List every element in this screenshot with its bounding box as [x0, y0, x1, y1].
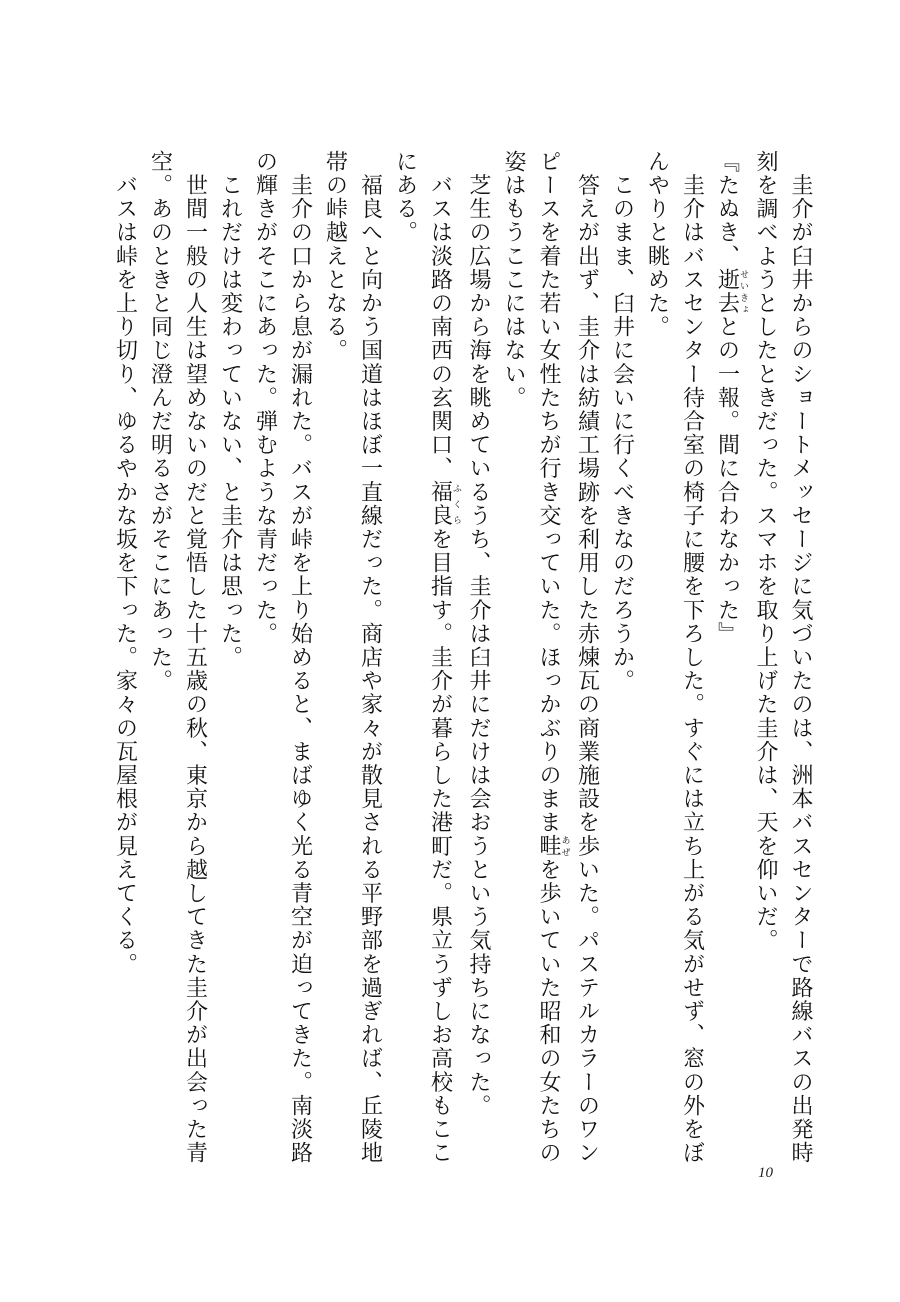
ruby-reading: あぜ	[559, 834, 570, 858]
text-segment: 答えが出ず、圭介は紡績工場跡を利用した赤煉瓦の商業施設を歩いた。パステルカラーのワン	[574, 150, 600, 1165]
text-line	[213, 150, 248, 940]
text-line	[248, 150, 283, 940]
text-segment: これだけは変わっていない、と圭介は思った。	[217, 150, 243, 670]
text-segment: 空。あのときと同じ澄んだ明るさがそこにあった。	[147, 150, 173, 693]
text-line	[461, 150, 496, 1118]
ruby-annotation	[427, 480, 461, 528]
ruby-base: 福良	[427, 480, 453, 528]
text-line	[388, 150, 423, 940]
text-line	[675, 150, 710, 1165]
text-segment: 世間一般の人生は望めないのだと覚悟した十五歳の秋、東京から越してきた圭介が出会った青	[182, 150, 208, 1165]
text-segment: 福良へと向かう国道はほぼ一直線だった。商店や家々が散見される平野部を過ぎれば、丘陵地	[357, 150, 383, 1165]
text-line	[178, 150, 213, 1165]
ruby-reading: ふくら	[451, 480, 461, 528]
ruby-base: 逝去	[714, 268, 740, 316]
text-line	[143, 150, 178, 940]
ruby-annotation	[714, 268, 748, 316]
text-segment: 刻を調べようとしたときだった。スマホを取り上げた圭介は、天を仰いだ。	[753, 150, 778, 953]
text-line	[108, 150, 143, 976]
text-segment: との一報。間に合わなかった』	[714, 315, 740, 646]
text-segment: を歩いていた昭和の女たちの	[536, 858, 561, 1165]
text-segment: んやりと眺めた。	[644, 150, 670, 339]
ruby-reading: せいきょ	[738, 268, 748, 316]
text-segment: 『たぬき、	[714, 150, 740, 268]
text-segment: 圭介はバスセンター待合室の椅子に腰を下ろした。すぐには立ち上がる気がせず、窓の外をぼ	[679, 150, 705, 1165]
text-segment: にある。	[392, 150, 418, 245]
text-line	[710, 150, 749, 940]
text-line	[496, 150, 531, 940]
ruby-annotation	[536, 834, 570, 859]
page-number: 10	[758, 1165, 773, 1181]
text-line	[605, 150, 640, 940]
text-segment: を目指す。圭介が暮らした港町だ。県立うずしお高校もここ	[427, 527, 453, 1165]
text-line	[783, 150, 818, 1165]
text-line	[353, 150, 388, 1165]
text-line	[531, 150, 570, 1165]
text-segment: 圭介が臼井からのショートメッセージに気づいたのは、洲本バスセンターで路線バスの出発時	[788, 150, 813, 1165]
body-text	[108, 150, 819, 1165]
text-segment: バスは峠を上り切り、ゆるやかな坂を下った。家々の瓦屋根が見えてくる。	[112, 150, 138, 976]
text-segment: ピースを着た若い女性たちが行き交っていた。ほっかぶりのまま	[536, 150, 561, 835]
text-line	[318, 150, 353, 940]
ruby-base: 畦	[536, 834, 561, 859]
text-segment: バスは淡路の南西の玄関口、	[427, 150, 453, 481]
text-line	[570, 150, 605, 1165]
text-line	[640, 150, 675, 940]
text-line	[423, 150, 462, 1165]
text-segment: の輝きがそこにあった。弾むような青だった。	[252, 150, 278, 646]
text-segment: 芝生の広場から海を眺めているうち、圭介は臼井にだけは会おうという気持ちになった。	[466, 150, 491, 1118]
text-line	[748, 150, 783, 953]
text-segment: このまま、臼井に会いに行くべきなのだろうか。	[609, 150, 635, 693]
text-line	[283, 150, 318, 1165]
text-segment: 帯の峠越えとなる。	[322, 150, 348, 363]
text-segment: 圭介の口から息が漏れた。バスが峠を上り始めると、まばゆく光る青空が迫ってきた。南淡路	[287, 150, 313, 1165]
text-segment: 姿はもうここにはない。	[501, 150, 526, 410]
